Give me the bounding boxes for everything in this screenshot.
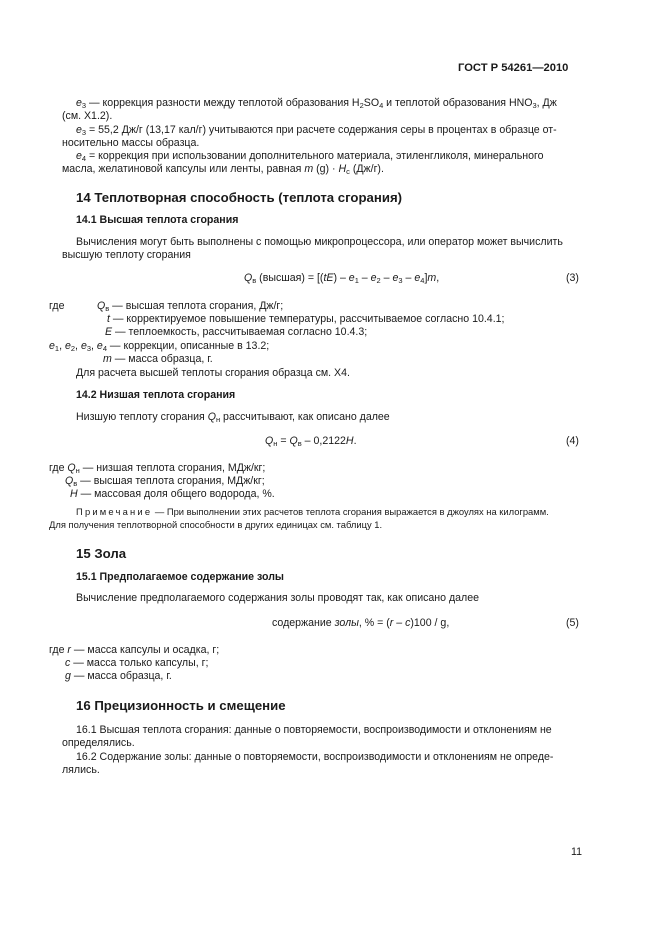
standard-header: ГОСТ Р 54261—2010 [458, 62, 569, 74]
section-15-1-heading: 15.1 Предполагаемое содержание золы [76, 571, 284, 583]
section-16-2-line2: лялись. [62, 764, 100, 776]
equation-5: содержание золы, % = (r – c)100 / g, [272, 617, 450, 629]
note-line2: Для получения теплотворной способности в других единицах см. таблицу 1. [49, 519, 383, 530]
e3-value-line2: носительно массы образца. [62, 137, 200, 149]
section-16-2-line1: 16.2 Содержание золы: данные о повторяемости, воспроизводимости и отклонениям не опреде- [76, 751, 554, 763]
where-label: где [49, 300, 65, 312]
section-14-heading: 14 Теплотворная способность (теплота сгорания) [76, 190, 403, 205]
page-number: 11 [571, 846, 582, 858]
equation-4: $Q_н = Q_в - 0,2122H$. [265, 435, 357, 448]
note-line1: Примечание — При выполнении этих расчетов теплота сгорания выражается в джоулях на килограмм. [76, 506, 549, 517]
legend-Qn: где $Q_н$ — низшая теплота сгорания, МДж/кг; [49, 462, 266, 475]
equation-4-number: (4) [566, 435, 579, 447]
legend-t: t — корректируемое повышение температуры, рассчитываемое согласно 10.4.1; [107, 313, 505, 325]
legend-Qv-mj: $Q_в$ — высшая теплота сгорания, МДж/кг; [65, 475, 265, 488]
legend-m: m — масса образца, г. [103, 353, 213, 365]
e3-definition-line1: $e_3$ — коррекция разности между теплотой образования $H_2SO_4$ и теплотой образования $HNO_3$, Дж [76, 97, 557, 110]
legend-c: c — масса только капсулы, г; [65, 657, 209, 669]
e3-definition-line2: (см. X1.2). [62, 110, 113, 122]
e4-definition-line2: масла, желатиновой капсулы или ленты, равная m $(g) \cdot H_c$ (Дж/г). [62, 163, 384, 176]
e3-value-line1: $e_3 = 55,2$ Дж/г (13,17 кал/г) учитываются при расчете содержания серы в процентах в образце от- [76, 124, 557, 137]
legend-e-corrections: $e_1$, $e_2$, $e_3$, $e_4$ — коррекции, описанные в 13.2; [49, 340, 270, 353]
section-15-heading: 15 Зола [76, 546, 127, 561]
section-14-1-after: Для расчета высшей теплоты сгорания образца см. X4. [76, 367, 350, 379]
section-16-1-line1: 16.1 Высшая теплота сгорания: данные о повторяемости, воспроизводимости и отклонениям не [76, 724, 552, 736]
equation-3-number: (3) [566, 272, 579, 284]
section-14-1-para-line2: высшую теплоту сгорания [62, 249, 191, 261]
legend-H: H — массовая доля общего водорода, %. [70, 488, 275, 500]
section-14-1-para-line1: Вычисления могут быть выполнены с помощью микропроцессора, или оператор может вычислить [76, 236, 563, 248]
legend-Qv: $Q_в$ — высшая теплота сгорания, Дж/г; [97, 300, 284, 313]
section-14-2-heading: 14.2 Низшая теплота сгорания [76, 389, 236, 401]
section-15-1-para: Вычисление предполагаемого содержания золы проводят так, как описано далее [76, 592, 480, 604]
section-16-1-line2: определялись. [62, 737, 135, 749]
legend-r: где r — масса капсулы и осадка, г; [49, 644, 220, 656]
e4-definition-line1: $e_4$ = коррекция при использовании дополнительного материала, этиленгликоля, минерального [76, 150, 544, 163]
equation-5-number: (5) [566, 617, 579, 629]
section-16-heading: 16 Прецизионность и смещение [76, 698, 286, 713]
section-14-2-para: Низшую теплоту сгорания $Q_н$ рассчитывают, как описано далее [76, 411, 390, 424]
equation-3: $Q_в$ (высшая) = $[(tE) - e_1 - e_2 - e_3 - e_4]m$, [244, 272, 440, 285]
legend-g: g — масса образца, г. [65, 670, 172, 682]
section-14-1-heading: 14.1 Высшая теплота сгорания [76, 214, 239, 226]
legend-E: E — теплоемкость, рассчитываемая согласно 10.4.3; [105, 326, 368, 338]
